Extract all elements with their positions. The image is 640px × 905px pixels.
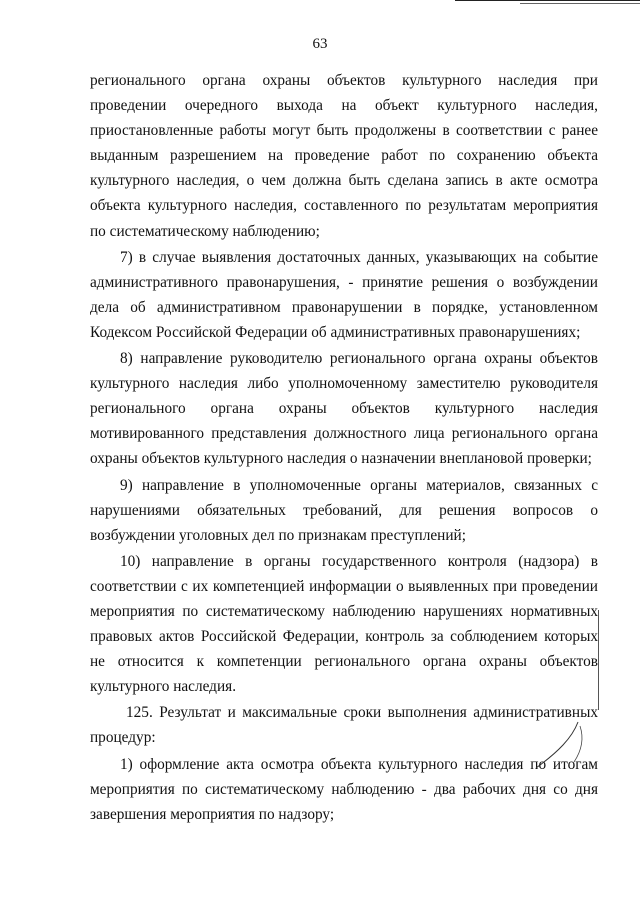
body-text: [90, 68, 598, 828]
paragraph-continuation: регионального органа охраны объектов культурного наследия при проведении очередного выхода на объект культурного наследия, приостановленные работы могут быть продолжены в соответствии с ранее выданным разрешением на проведение работ по сохранению объекта культурного наследия, о чем должна быть сделана запись в акте осмотра объекта культурного наследия, составленного по результатам мероприятия по систематическому наблюдению;: [90, 72, 598, 240]
paragraph-item-7: 7) в случае выявления достаточных данных, указывающих на событие административного правонарушения, - принятие решения о возбуждении дела об административном правонарушении в порядке, установленном Кодексом Российской Федерации об административных правонарушениях;: [90, 248, 598, 341]
page-number: 63: [312, 36, 328, 52]
pen-mark-scribble: [528, 718, 588, 778]
paragraph-item-10: 10) направление в органы государственного контроля (надзора) в соответствии с их компетенцией информации о выявленных при проведении мероприятия по систематическому наблюдению нарушениях нормативных правовых актов Российской Федерации, контроль за соблюдением которых не относится к компетенции регионального органа охраны объектов культурного наследия.: [90, 552, 598, 696]
scan-margin-line: [598, 610, 599, 710]
paragraph-item-9: 9) направление в уполномоченные органы материалов, связанных с нарушениями обязательных требований, для решения вопросов о возбуждении уголовных дел по признакам преступлений;: [90, 476, 598, 544]
paragraph-item-1: 1) оформление акта осмотра объекта культурного наследия по итогам мероприятия по систематическому наблюдению - два рабочих дня со дня завершения мероприятия по надзору;: [90, 755, 598, 823]
scan-edge-line: [520, 3, 640, 4]
paragraph-item-8: 8) направление руководителю регионального органа охраны объектов культурного наследия либо уполномоченному заместителю руководителя регионального органа охраны объектов культурного наследия мотивированного представления должностного лица регионального органа охраны объектов культурного наследия о назначении внеплановой проверки;: [90, 350, 598, 468]
paragraph-section-125: 125. Результат и максимальные сроки выполнения административных процедур:: [90, 704, 598, 747]
scan-edge-line: [455, 0, 640, 1]
